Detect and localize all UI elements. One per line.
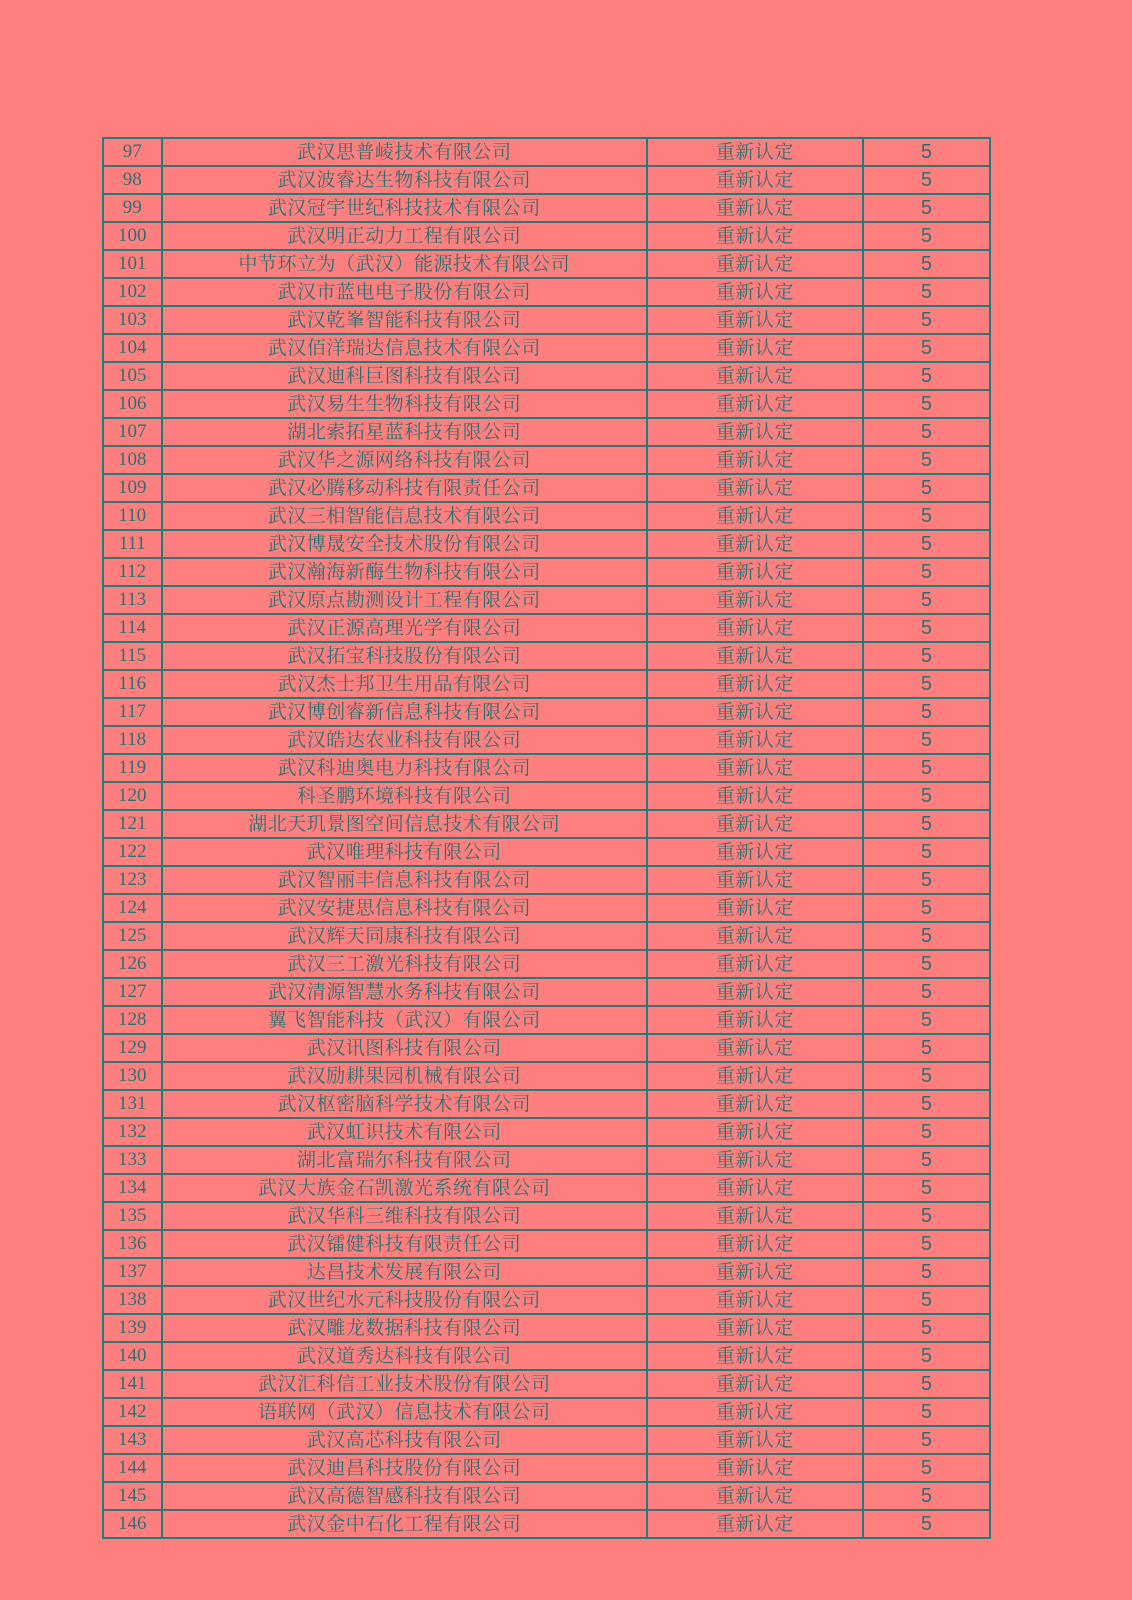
table-row: [103, 642, 990, 670]
certification-type-cell: 重新认定: [647, 1062, 863, 1090]
company-name-cell: 湖北富瑞尔科技有限公司: [162, 1146, 647, 1174]
certification-type-cell: 重新认定: [647, 1174, 863, 1202]
row-number-cell: 109: [103, 474, 162, 502]
score-cell: 5: [863, 1202, 990, 1230]
score-cell: 5: [863, 1090, 990, 1118]
score-cell: 5: [863, 1230, 990, 1258]
score-cell: 5: [863, 642, 990, 670]
score-cell: 5: [863, 1006, 990, 1034]
certification-type-cell: 重新认定: [647, 1258, 863, 1286]
score-cell: 5: [863, 922, 990, 950]
row-number-cell: 131: [103, 1090, 162, 1118]
table-row: [103, 530, 990, 558]
score-cell: 5: [863, 1314, 990, 1342]
company-name-cell: 湖北天玑景图空间信息技术有限公司: [162, 810, 647, 838]
table-row: [103, 754, 990, 782]
company-name-cell: 武汉道秀达科技有限公司: [162, 1342, 647, 1370]
row-number-cell: 132: [103, 1118, 162, 1146]
row-number-cell: 145: [103, 1482, 162, 1510]
score-cell: 5: [863, 334, 990, 362]
row-number-cell: 135: [103, 1202, 162, 1230]
certification-type-cell: 重新认定: [647, 614, 863, 642]
table-row: [103, 978, 990, 1006]
certification-type-cell: 重新认定: [647, 1314, 863, 1342]
company-name-cell: 武汉明正动力工程有限公司: [162, 222, 647, 250]
score-cell: 5: [863, 1398, 990, 1426]
table-body: [103, 138, 990, 1538]
row-number-cell: 137: [103, 1258, 162, 1286]
table-row: [103, 1342, 990, 1370]
certification-type-cell: 重新认定: [647, 418, 863, 446]
certification-type-cell: 重新认定: [647, 1230, 863, 1258]
score-cell: 5: [863, 838, 990, 866]
company-name-cell: 武汉辉天同康科技有限公司: [162, 922, 647, 950]
company-name-cell: 武汉乾峯智能科技有限公司: [162, 306, 647, 334]
score-cell: 5: [863, 502, 990, 530]
certification-type-cell: 重新认定: [647, 1510, 863, 1538]
company-name-cell: 武汉市蓝电电子股份有限公司: [162, 278, 647, 306]
certification-type-cell: 重新认定: [647, 530, 863, 558]
certification-type-cell: 重新认定: [647, 1146, 863, 1174]
certification-type-cell: 重新认定: [647, 1118, 863, 1146]
table-row: [103, 418, 990, 446]
table-row: [103, 922, 990, 950]
row-number-cell: 114: [103, 614, 162, 642]
enterprise-table: [102, 137, 991, 1539]
certification-type-cell: 重新认定: [647, 586, 863, 614]
table-row: [103, 1202, 990, 1230]
score-cell: 5: [863, 810, 990, 838]
table-row: [103, 1034, 990, 1062]
certification-type-cell: 重新认定: [647, 1286, 863, 1314]
certification-type-cell: 重新认定: [647, 894, 863, 922]
table-row: [103, 1510, 990, 1538]
certification-type-cell: 重新认定: [647, 306, 863, 334]
company-name-cell: 武汉科迪奥电力科技有限公司: [162, 754, 647, 782]
company-name-cell: 武汉金中石化工程有限公司: [162, 1510, 647, 1538]
row-number-cell: 142: [103, 1398, 162, 1426]
score-cell: 5: [863, 446, 990, 474]
company-name-cell: 武汉思普崚技术有限公司: [162, 138, 647, 166]
score-cell: 5: [863, 390, 990, 418]
score-cell: 5: [863, 754, 990, 782]
table-row: [103, 474, 990, 502]
row-number-cell: 113: [103, 586, 162, 614]
score-cell: 5: [863, 726, 990, 754]
certification-type-cell: 重新认定: [647, 194, 863, 222]
row-number-cell: 128: [103, 1006, 162, 1034]
row-number-cell: 119: [103, 754, 162, 782]
certification-type-cell: 重新认定: [647, 334, 863, 362]
certification-type-cell: 重新认定: [647, 1034, 863, 1062]
row-number-cell: 101: [103, 250, 162, 278]
certification-type-cell: 重新认定: [647, 166, 863, 194]
row-number-cell: 124: [103, 894, 162, 922]
company-name-cell: 科圣鹏环境科技有限公司: [162, 782, 647, 810]
table-row: [103, 1370, 990, 1398]
certification-type-cell: 重新认定: [647, 390, 863, 418]
row-number-cell: 118: [103, 726, 162, 754]
table-row: [103, 194, 990, 222]
company-name-cell: 武汉汇科信工业技术股份有限公司: [162, 1370, 647, 1398]
row-number-cell: 117: [103, 698, 162, 726]
company-name-cell: 武汉励耕果园机械有限公司: [162, 1062, 647, 1090]
score-cell: 5: [863, 1174, 990, 1202]
table-row: [103, 782, 990, 810]
certification-type-cell: 重新认定: [647, 250, 863, 278]
table-row: [103, 1062, 990, 1090]
company-name-cell: 语联网（武汉）信息技术有限公司: [162, 1398, 647, 1426]
certification-type-cell: 重新认定: [647, 726, 863, 754]
certification-type-cell: 重新认定: [647, 1454, 863, 1482]
row-number-cell: 112: [103, 558, 162, 586]
company-name-cell: 武汉大族金石凯激光系统有限公司: [162, 1174, 647, 1202]
certification-type-cell: 重新认定: [647, 278, 863, 306]
row-number-cell: 138: [103, 1286, 162, 1314]
score-cell: 5: [863, 1426, 990, 1454]
table-row: [103, 1146, 990, 1174]
certification-type-cell: 重新认定: [647, 222, 863, 250]
row-number-cell: 121: [103, 810, 162, 838]
table-row: [103, 278, 990, 306]
row-number-cell: 104: [103, 334, 162, 362]
company-name-cell: 武汉高芯科技有限公司: [162, 1426, 647, 1454]
score-cell: 5: [863, 278, 990, 306]
table-row: [103, 1258, 990, 1286]
table-row: [103, 1230, 990, 1258]
company-name-cell: 武汉佰洋瑞达信息技术有限公司: [162, 334, 647, 362]
score-cell: 5: [863, 698, 990, 726]
company-name-cell: 翼飞智能科技（武汉）有限公司: [162, 1006, 647, 1034]
company-name-cell: 中节环立为（武汉）能源技术有限公司: [162, 250, 647, 278]
row-number-cell: 97: [103, 138, 162, 166]
score-cell: 5: [863, 1454, 990, 1482]
table-row: [103, 558, 990, 586]
certification-type-cell: 重新认定: [647, 138, 863, 166]
company-name-cell: 武汉枢密脑科学技术有限公司: [162, 1090, 647, 1118]
certification-type-cell: 重新认定: [647, 1398, 863, 1426]
table-row: [103, 1174, 990, 1202]
row-number-cell: 143: [103, 1426, 162, 1454]
row-number-cell: 98: [103, 166, 162, 194]
row-number-cell: 123: [103, 866, 162, 894]
certification-type-cell: 重新认定: [647, 446, 863, 474]
company-name-cell: 武汉拓宝科技股份有限公司: [162, 642, 647, 670]
certification-type-cell: 重新认定: [647, 978, 863, 1006]
table-row: [103, 250, 990, 278]
company-name-cell: 武汉正源高理光学有限公司: [162, 614, 647, 642]
company-name-cell: 武汉唯理科技有限公司: [162, 838, 647, 866]
table-row: [103, 334, 990, 362]
table-row: [103, 306, 990, 334]
company-name-cell: 武汉讯图科技有限公司: [162, 1034, 647, 1062]
table-row: [103, 698, 990, 726]
company-name-cell: 武汉清源智慧水务科技有限公司: [162, 978, 647, 1006]
company-name-cell: 武汉华之源网络科技有限公司: [162, 446, 647, 474]
score-cell: 5: [863, 586, 990, 614]
certification-type-cell: 重新认定: [647, 362, 863, 390]
score-cell: 5: [863, 1482, 990, 1510]
score-cell: 5: [863, 250, 990, 278]
company-name-cell: 武汉三工激光科技有限公司: [162, 950, 647, 978]
score-cell: 5: [863, 1286, 990, 1314]
row-number-cell: 122: [103, 838, 162, 866]
company-name-cell: 武汉波睿达生物科技有限公司: [162, 166, 647, 194]
table-row: [103, 1090, 990, 1118]
certification-type-cell: 重新认定: [647, 642, 863, 670]
company-name-cell: 武汉三相智能信息技术有限公司: [162, 502, 647, 530]
table-row: [103, 1426, 990, 1454]
company-name-cell: 武汉华科三维科技有限公司: [162, 1202, 647, 1230]
score-cell: 5: [863, 418, 990, 446]
score-cell: 5: [863, 950, 990, 978]
company-name-cell: 达昌技术发展有限公司: [162, 1258, 647, 1286]
company-name-cell: 武汉易生生物科技有限公司: [162, 390, 647, 418]
company-name-cell: 武汉迪昌科技股份有限公司: [162, 1454, 647, 1482]
score-cell: 5: [863, 670, 990, 698]
row-number-cell: 139: [103, 1314, 162, 1342]
table-row: [103, 1398, 990, 1426]
score-cell: 5: [863, 866, 990, 894]
company-name-cell: 武汉虹识技术有限公司: [162, 1118, 647, 1146]
certification-type-cell: 重新认定: [647, 1342, 863, 1370]
company-name-cell: 武汉博创睿新信息科技有限公司: [162, 698, 647, 726]
certification-type-cell: 重新认定: [647, 782, 863, 810]
row-number-cell: 108: [103, 446, 162, 474]
row-number-cell: 127: [103, 978, 162, 1006]
table-row: [103, 670, 990, 698]
certification-type-cell: 重新认定: [647, 1006, 863, 1034]
table-row: [103, 1454, 990, 1482]
certification-type-cell: 重新认定: [647, 558, 863, 586]
score-cell: 5: [863, 1146, 990, 1174]
score-cell: 5: [863, 530, 990, 558]
score-cell: 5: [863, 166, 990, 194]
row-number-cell: 126: [103, 950, 162, 978]
certification-type-cell: 重新认定: [647, 1370, 863, 1398]
row-number-cell: 110: [103, 502, 162, 530]
score-cell: 5: [863, 1258, 990, 1286]
certification-type-cell: 重新认定: [647, 922, 863, 950]
score-cell: 5: [863, 894, 990, 922]
score-cell: 5: [863, 194, 990, 222]
score-cell: 5: [863, 306, 990, 334]
certification-type-cell: 重新认定: [647, 1090, 863, 1118]
certification-type-cell: 重新认定: [647, 1202, 863, 1230]
certification-type-cell: 重新认定: [647, 1426, 863, 1454]
table-row: [103, 502, 990, 530]
table-row: [103, 222, 990, 250]
company-name-cell: 武汉镭健科技有限责任公司: [162, 1230, 647, 1258]
table-row: [103, 446, 990, 474]
score-cell: 5: [863, 1034, 990, 1062]
company-name-cell: 武汉世纪水元科技股份有限公司: [162, 1286, 647, 1314]
certification-type-cell: 重新认定: [647, 754, 863, 782]
score-cell: 5: [863, 1118, 990, 1146]
row-number-cell: 129: [103, 1034, 162, 1062]
table-row: [103, 866, 990, 894]
table-row: [103, 1006, 990, 1034]
score-cell: 5: [863, 782, 990, 810]
row-number-cell: 115: [103, 642, 162, 670]
score-cell: 5: [863, 1370, 990, 1398]
table-row: [103, 1118, 990, 1146]
table-row: [103, 894, 990, 922]
table-row: [103, 138, 990, 166]
score-cell: 5: [863, 1062, 990, 1090]
table-row: [103, 1482, 990, 1510]
table-row: [103, 810, 990, 838]
table-row: [103, 614, 990, 642]
row-number-cell: 107: [103, 418, 162, 446]
row-number-cell: 99: [103, 194, 162, 222]
table-row: [103, 1286, 990, 1314]
table-row: [103, 166, 990, 194]
row-number-cell: 100: [103, 222, 162, 250]
row-number-cell: 125: [103, 922, 162, 950]
table-row: [103, 586, 990, 614]
company-name-cell: 武汉迪科巨图科技有限公司: [162, 362, 647, 390]
table-row: [103, 390, 990, 418]
row-number-cell: 120: [103, 782, 162, 810]
score-cell: 5: [863, 558, 990, 586]
score-cell: 5: [863, 978, 990, 1006]
company-name-cell: 武汉杰士邦卫生用品有限公司: [162, 670, 647, 698]
score-cell: 5: [863, 614, 990, 642]
row-number-cell: 103: [103, 306, 162, 334]
row-number-cell: 116: [103, 670, 162, 698]
row-number-cell: 146: [103, 1510, 162, 1538]
table-row: [103, 1314, 990, 1342]
company-name-cell: 武汉原点勘测设计工程有限公司: [162, 586, 647, 614]
score-cell: 5: [863, 138, 990, 166]
certification-type-cell: 重新认定: [647, 950, 863, 978]
company-name-cell: 武汉必腾移动科技有限责任公司: [162, 474, 647, 502]
table-row: [103, 950, 990, 978]
row-number-cell: 111: [103, 530, 162, 558]
score-cell: 5: [863, 1510, 990, 1538]
score-cell: 5: [863, 222, 990, 250]
score-cell: 5: [863, 474, 990, 502]
row-number-cell: 141: [103, 1370, 162, 1398]
row-number-cell: 106: [103, 390, 162, 418]
company-name-cell: 湖北索拓星蓝科技有限公司: [162, 418, 647, 446]
row-number-cell: 136: [103, 1230, 162, 1258]
company-name-cell: 武汉瀚海新酶生物科技有限公司: [162, 558, 647, 586]
row-number-cell: 133: [103, 1146, 162, 1174]
certification-type-cell: 重新认定: [647, 838, 863, 866]
company-name-cell: 武汉博晟安全技术股份有限公司: [162, 530, 647, 558]
row-number-cell: 144: [103, 1454, 162, 1482]
row-number-cell: 140: [103, 1342, 162, 1370]
certification-type-cell: 重新认定: [647, 474, 863, 502]
score-cell: 5: [863, 362, 990, 390]
company-name-cell: 武汉智丽丰信息科技有限公司: [162, 866, 647, 894]
certification-type-cell: 重新认定: [647, 670, 863, 698]
company-name-cell: 武汉高德智感科技有限公司: [162, 1482, 647, 1510]
row-number-cell: 130: [103, 1062, 162, 1090]
table-row: [103, 838, 990, 866]
certification-type-cell: 重新认定: [647, 1482, 863, 1510]
company-name-cell: 武汉雕龙数据科技有限公司: [162, 1314, 647, 1342]
certification-type-cell: 重新认定: [647, 866, 863, 894]
company-name-cell: 武汉安捷思信息科技有限公司: [162, 894, 647, 922]
certification-type-cell: 重新认定: [647, 698, 863, 726]
row-number-cell: 105: [103, 362, 162, 390]
company-name-cell: 武汉皓达农业科技有限公司: [162, 726, 647, 754]
certification-type-cell: 重新认定: [647, 502, 863, 530]
score-cell: 5: [863, 1342, 990, 1370]
certification-type-cell: 重新认定: [647, 810, 863, 838]
company-name-cell: 武汉冠宇世纪科技技术有限公司: [162, 194, 647, 222]
table-row: [103, 362, 990, 390]
table-row: [103, 726, 990, 754]
row-number-cell: 134: [103, 1174, 162, 1202]
row-number-cell: 102: [103, 278, 162, 306]
